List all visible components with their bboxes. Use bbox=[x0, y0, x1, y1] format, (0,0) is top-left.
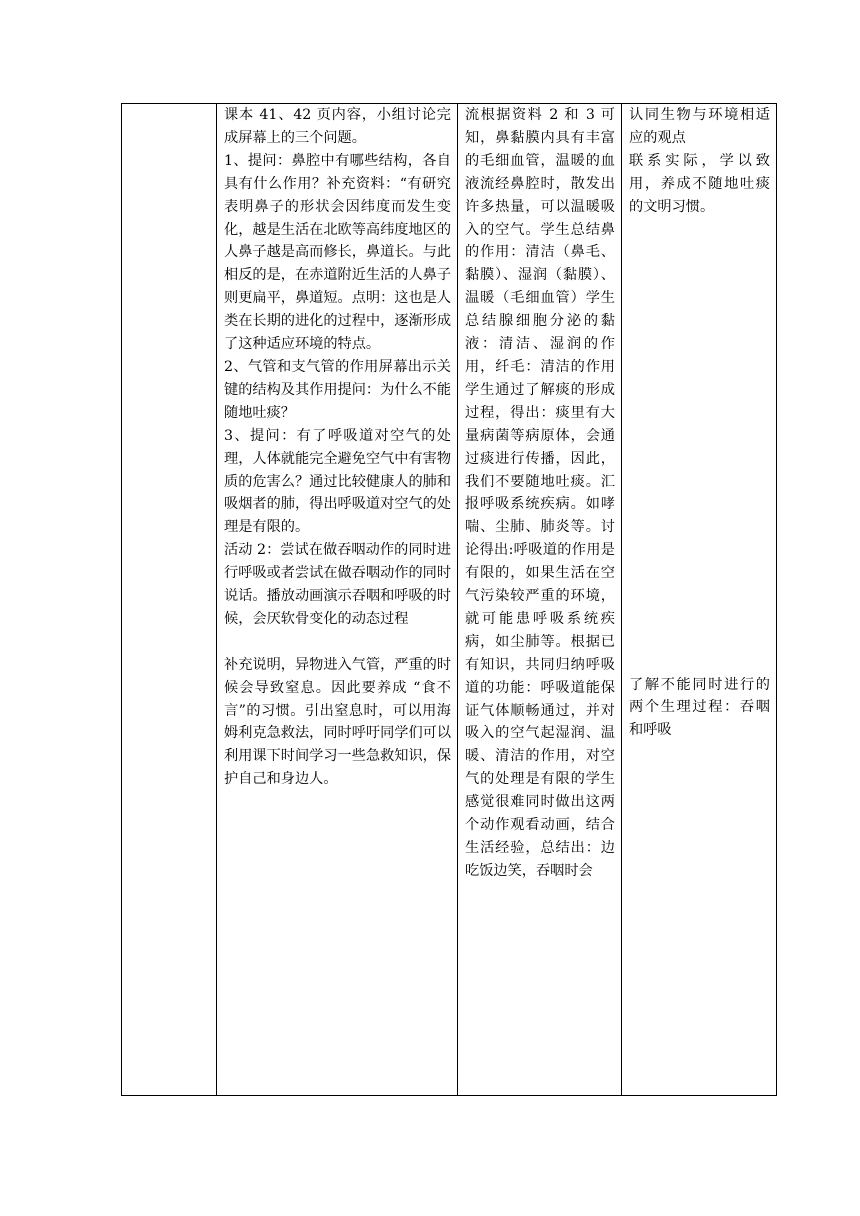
student-text: 流根据资料 2 和 3 可知，鼻黏膜内具有丰富的毛细血管，温暖的血液流经鼻腔时，散发出许多热量，可以温暖吸入的空气。学生总结鼻的作用：清洁（鼻毛、黏膜）、湿润（黏膜）、温暖（毛细血管）学生总结腺细胞分泌的黏液：清洁、湿润的作用，纤毛：清洁的作用学生通过了解痰的形成过程，得出：痰里有大量病菌等病原体，会通过痰进行传播，因此，我们不要随地吐痰。汇报呼吸系统疾病。如哮喘、尘肺、肺炎等。讨论得出:呼吸道的作用是有限的，如果生活在空气污染较严重的环境，就可能患呼吸系统疾病，如尘肺等。根据已有知识，共同归纳呼吸道的功能：呼吸道能保证气体顺畅通过，并对吸入的空气起湿润、温暖、清洁的作用，对空气的处理是有限的学生感觉很难同时做出这两个动作观看动画，结合生活经验，总结出：边吃饭边笑，吞咽时会 bbox=[465, 107, 615, 879]
teacher-paragraph: 课本 41、42 页内容，小组讨论完成屏幕上的三个问题。 bbox=[224, 107, 451, 146]
teacher-paragraph: 活动 2：尝试在做吞咽动作的同时进行呼吸或者尝试在做吞咽动作的同时说话。播放动画演示吞咽和呼吸的时候，会厌软骨变化的动态过程 bbox=[224, 542, 452, 627]
teacher-paragraph: 补充说明，异物进入气管，严重的时候会导致窒息。因此要养成 “食不言”的习惯。引出窒息时，可以用海姆利克急救法，同时呼吁同学们可以利用课下时间学习一些急救知识，保护自己和身边人。 bbox=[224, 656, 452, 788]
teacher-paragraph: 3、提问：有了呼吸道对空气的处理，人体就能完全避免空气中有害物质的危害么？通过比较健康人的肺和吸烟者的肺，得出呼吸道对空气的处理是有限的。 bbox=[224, 427, 452, 536]
lesson-plan-table bbox=[121, 103, 777, 1096]
teacher-paragraph: 2、气管和支气管的作用屏幕出示关键的结构及其作用提问：为什么不能随地吐痰？ bbox=[224, 358, 452, 421]
intent-paragraph: 联系实际，学以致用，养成不随地吐痰的文明习惯。 bbox=[629, 152, 770, 215]
table-row bbox=[122, 104, 777, 1096]
stage-cell bbox=[122, 104, 217, 1096]
teacher-paragraph: 1、提问：鼻腔中有哪些结构，各自具有什么作用？补充资料：“有研究表明鼻子的形状会因纬度而发生变化，越是生活在北欧等高纬度地区的人鼻子越是高而修长，鼻道长。与此相反的是，在赤道附近生活的人鼻子则更扁平，鼻道短。点明：这也是人类在长期的进化的过程中，逐渐形成了这种适应环境的特点。 bbox=[224, 152, 452, 353]
teacher-activity-cell bbox=[217, 104, 458, 1096]
intent-paragraph: 认同生物与环境相适应的观点 bbox=[629, 107, 770, 146]
design-intent-cell bbox=[622, 104, 777, 1096]
intent-spacer bbox=[629, 219, 770, 674]
paragraph-gap bbox=[224, 631, 451, 654]
intent-paragraph: 了解不能同时进行的两个生理过程：吞咽和呼吸 bbox=[629, 676, 770, 739]
student-activity-cell bbox=[458, 104, 622, 1096]
